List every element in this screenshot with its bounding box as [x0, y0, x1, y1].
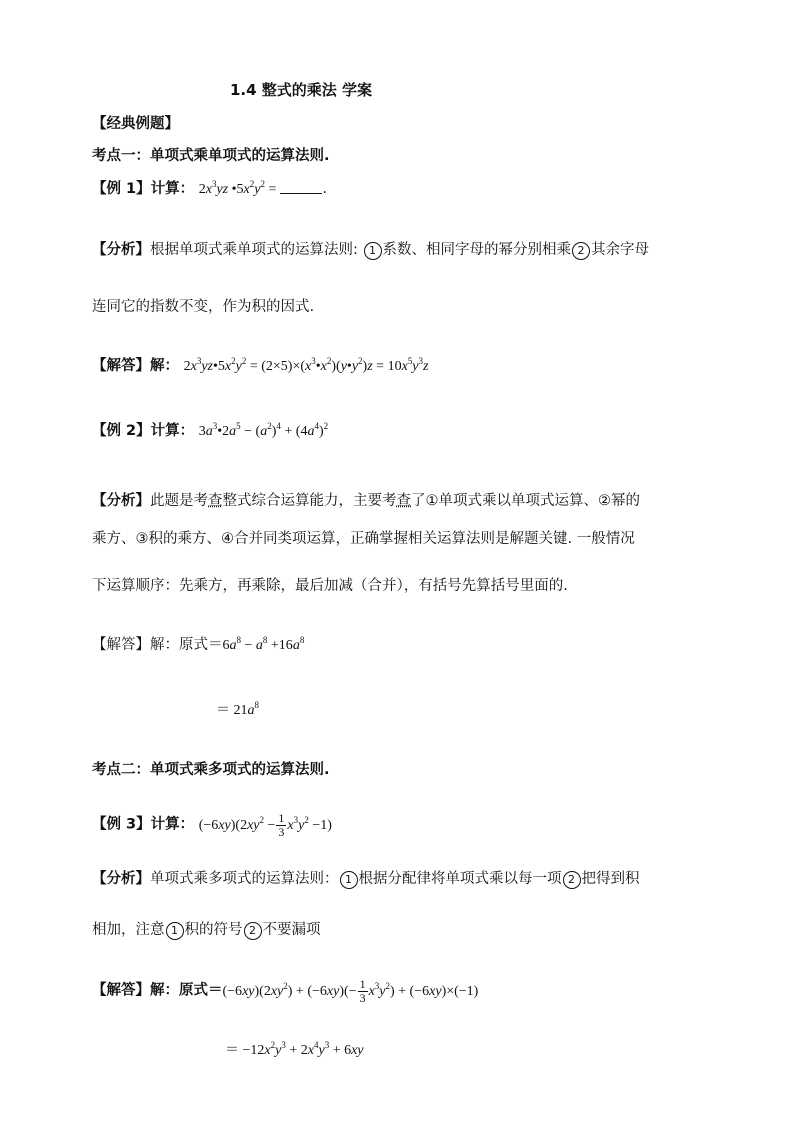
analysis-text: 积的符号	[184, 922, 243, 938]
circled-1-icon: 1	[166, 922, 184, 940]
analysis-text: 单项式乘多项式的运算法则：	[150, 871, 339, 887]
answer-label: 【解答】解：原式＝	[92, 982, 223, 999]
example-1-analysis-line-1	[92, 240, 649, 260]
example-3-answer	[92, 978, 478, 1005]
example-3-expression: $(-6xy)(2xy^2$ − $\frac{1}{3}$ $x^3y^2 -1$)	[198, 811, 332, 839]
section-heading: 【经典例题】	[92, 116, 179, 132]
analysis-label: 【分析】	[92, 493, 150, 509]
analysis-text: 查	[396, 493, 411, 509]
analysis-label: 【分析】	[92, 871, 150, 887]
circled-2-icon: 2	[563, 871, 581, 889]
fraction: $\frac{1}{3}$	[278, 811, 285, 839]
analysis-text: 相加，注意	[92, 922, 165, 938]
analysis-text: 把得到积	[581, 871, 640, 887]
example-3	[92, 812, 332, 839]
example-2-analysis-line-3: 下运算顺序：先乘方，再乘除，最后加减（合并），有括号先算括号里面的.	[92, 578, 568, 594]
example-3-label: 【例 3】计算：	[92, 816, 195, 833]
example-1-solution: $2x^3yz•5x^2y^2$ = $(2\times 5)\times(x^3•x^2)(y•y^2)z = 10x^5y^3z$	[183, 356, 429, 374]
answer-label: 【解答】解：原式＝	[92, 637, 223, 653]
key-point-2: 考点二：单项式乘多项式的运算法则.	[92, 762, 330, 778]
analysis-text: 根据分配律将单项式乘以每一项	[358, 871, 562, 887]
circled-2-icon: 2	[244, 922, 262, 940]
analysis-text: 根据单项式乘单项式的运算法则:	[150, 242, 358, 258]
analysis-text: 整式综合运算能力，主要考	[222, 493, 397, 509]
example-1-analysis-line-2: 连同它的指数不变，作为积的因式.	[92, 299, 315, 315]
analysis-text: 此题是考	[150, 493, 208, 509]
example-2	[92, 421, 328, 442]
example-2-solution-step-2: ＝ $21a^8$	[216, 700, 259, 718]
example-3-solution-step-2: ＝ $-12x^2y^3 + 2x^4y^3 + 6xy$	[225, 1040, 364, 1058]
key-point-1: 考点一：单项式乘单项式的运算法则.	[92, 148, 330, 164]
example-3-analysis-line-2	[92, 920, 321, 940]
example-1-label: 【例 1】计算：	[92, 181, 195, 197]
example-3-solution-step-1: $(-6xy)(2xy^2) + (-6xy)(-$ $\frac{1}{3}$ $x^3y^2) + (-6xy)\times(-1)$	[222, 977, 479, 1005]
answer-label: 【解答】解：	[92, 358, 179, 374]
analysis-text: 其余字母	[591, 242, 649, 258]
example-1-answer	[92, 356, 428, 377]
circled-2-icon: 2	[572, 242, 590, 260]
example-1-expression: $2x^3yz$ $•5x^2y^2$ =	[198, 179, 277, 197]
analysis-text: 了①单项式乘以单项式运算、②幂的	[411, 493, 640, 509]
answer-blank	[280, 181, 322, 194]
circled-1-icon: 1	[364, 242, 382, 260]
fraction: $\frac{1}{3}$	[359, 977, 366, 1005]
circled-1-icon: 1	[340, 871, 358, 889]
example-2-analysis-line-2: 乘方、③积的乘方、④合并同类项运算，正确掌握相关运算法则是解题关键. 一般情况	[92, 531, 635, 547]
analysis-text: 系数、相同字母的幂分别相乘	[382, 242, 571, 258]
example-2-label: 【例 2】计算：	[92, 423, 195, 439]
example-2-solution-step-1: $6a^8 - a^8 +16a^8$	[222, 635, 305, 653]
page-title: 1.4 整式的乘法 学案	[230, 81, 373, 99]
analysis-text: 不要漏项	[262, 922, 321, 938]
analysis-text: 查	[208, 493, 223, 509]
example-3-analysis-line-1	[92, 869, 640, 889]
analysis-label: 【分析】	[92, 242, 150, 258]
example-2-expression: $3a^3•2a^5 - (a^2)^4 + (4a^4)^2$	[198, 421, 329, 439]
example-2-answer	[92, 635, 304, 656]
example-2-analysis-line-1	[92, 491, 640, 511]
example-1: 【例 1】计算： $2x^3yz$ $•5x^2y^2$ = .	[92, 179, 327, 197]
